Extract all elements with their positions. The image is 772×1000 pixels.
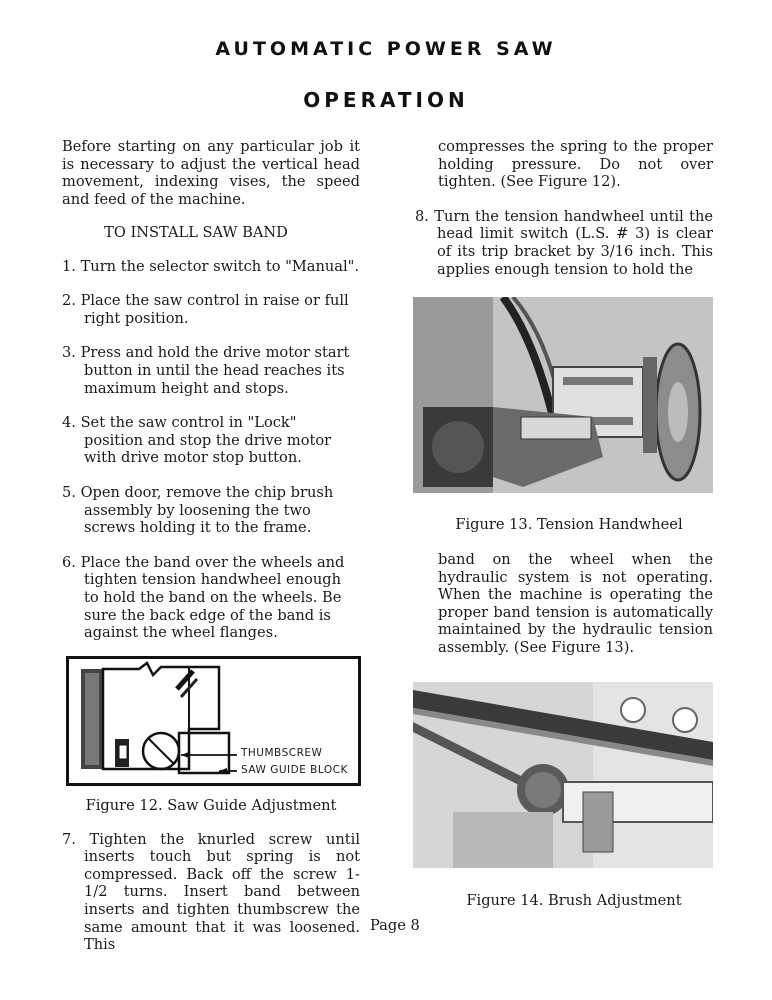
step-6: 6. Place the band over the wheels and tighten tension handwheel enough to hold the band on the wheels. Be sure the back edge of the band is against the wheel flanges. (62, 553, 345, 642)
install-heading: TO INSTALL SAW BAND (104, 224, 288, 241)
figure-12-caption: Figure 12. Saw Guide Adjustment (85, 797, 337, 814)
step-7: 7. Tighten the knurled screw until inserts touch but spring is not compressed. Back off the screw 1-1/2 turns. Insert band between inserts and tighten thumbscrew the same amount that it was loosened. This (62, 830, 360, 954)
intro-paragraph: Before starting on any particular job it is necessary to adjust the vertical head movement, indexing vises, the speed and feed of the machine. (62, 138, 360, 208)
figure-14-photo (413, 682, 713, 868)
figure-14-caption-wrap (415, 892, 713, 910)
step-3: 3. Press and hold the drive motor start button in until the head reaches its maximum height and stops. (62, 344, 350, 397)
figure-12-caption-wrap (62, 797, 360, 954)
continuation-2-paragraph: band on the wheel when the hydraulic system is not operating. When the machine is operating the proper band tension is automatically maintained by the hydraulic tension assembly. (See Figure 13). (438, 551, 713, 656)
figure-13-caption: Figure 13. Tension Handwheel (455, 516, 683, 533)
continuation-2-wrap (438, 551, 713, 657)
step-4: 4. Set the saw control in "Lock" position and stop the drive motor with drive motor stop button. (62, 414, 332, 467)
figure-12-diagram (66, 656, 361, 786)
tension-handwheel-image (413, 297, 713, 493)
continuation-paragraph: compresses the spring to the proper holding pressure. Do not over tighten. (See Figure 12). (438, 138, 713, 191)
left-column (62, 138, 360, 642)
step-1: 1. Turn the selector switch to "Manual". (62, 257, 360, 275)
figure-13-caption-wrap (415, 516, 713, 534)
brush-adjustment-image (413, 682, 713, 868)
figure-14-caption: Figure 14. Brush Adjustment (466, 892, 682, 909)
thumbscrew-label: THUMBSCREW (241, 747, 323, 759)
saw-guide-block-label: SAW GUIDE BLOCK (241, 764, 348, 776)
page-title: AUTOMATIC POWER SAW (215, 38, 557, 60)
step-2: 2. Place the saw control in raise or full right position. (62, 292, 349, 327)
right-column (415, 138, 713, 278)
page-number: Page 8 (370, 917, 420, 934)
section-title: OPERATION (303, 88, 469, 112)
step-8: 8. Turn the tension handwheel until the head limit switch (L.S. # 3) is clear of its trip bracket by 3/16 inch. This applies enough tension to hold the (415, 207, 713, 278)
figure-13-photo (413, 297, 713, 493)
step-5: 5. Open door, remove the chip brush assembly by loosening the two screws holding it to the frame. (62, 483, 334, 537)
